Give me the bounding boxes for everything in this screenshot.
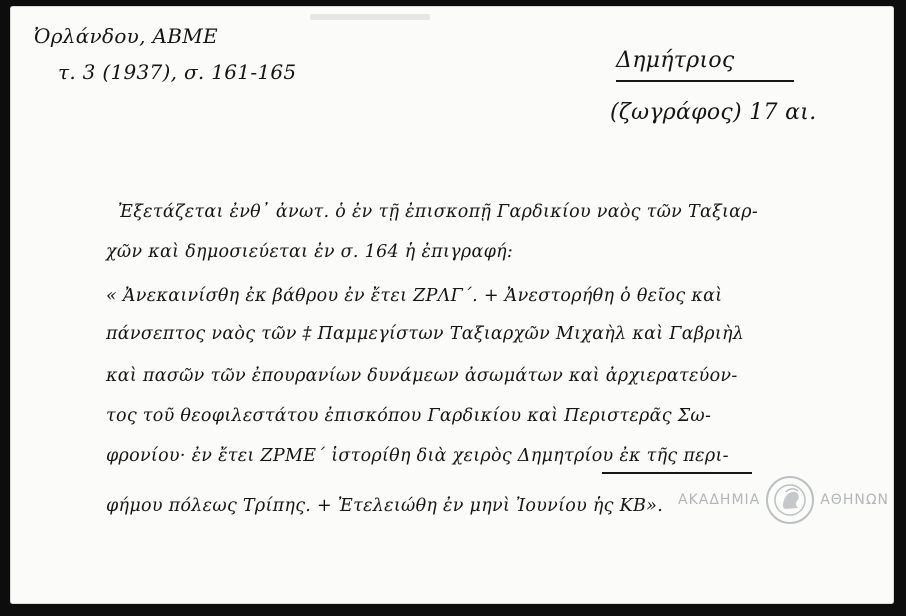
person-role: (ζωγράφος) 17 αι.: [610, 100, 817, 125]
reference-line-1: Ὀρλάνδου, ΑΒΜΕ: [34, 24, 218, 48]
reference-line-2: τ. 3 (1937), σ. 161-165: [58, 60, 297, 84]
athena-head-seal-icon: [766, 476, 814, 524]
name-underline: [616, 80, 794, 82]
watermark-right-text: ΑΘΗΝΩΝ: [820, 492, 890, 508]
person-name: Δημήτριος: [616, 48, 735, 73]
watermark-left-text: ΑΚΑΔΗΜΙΑ: [678, 492, 761, 508]
index-card: [10, 6, 894, 604]
body-line: φήμου πόλεως Τρίπης. + Ἐτελειώθη ἐν μηνὶ Ἰουνίου ἡς ΚΒ».: [106, 496, 664, 516]
scan-artifact: [310, 14, 430, 20]
academy-watermark: [678, 476, 889, 524]
body-line: χῶν καὶ δημοσιεύεται ἐν σ. 164 ἡ ἐπιγραφή:: [106, 242, 514, 262]
body-line: καὶ πασῶν τῶν ἐπουρανίων δυνάμεων ἀσωμάτων καὶ ἀρχιερατεύον-: [106, 366, 738, 386]
body-line: Ἐξετάζεται ἐνθ᾽ ἀνωτ. ὁ ἐν τῇ ἐπισκοπῇ Γαρδικίου ναὸς τῶν Ταξιαρ-: [118, 202, 759, 222]
body-line: πάνσεπτος ναὸς τῶν ‡ Παμμεγίστων Ταξιαρχῶν Μιχαὴλ καὶ Γαβριὴλ: [106, 324, 745, 344]
inscription-name-underline: [602, 472, 752, 474]
body-line: « Ἀνεκαινίσθη ἐκ βάθρου ἐν ἔτει ΖΡΛΓ΄. + Ἀνεστορήθη ὁ θεῖος καὶ: [106, 286, 723, 306]
body-line: φρονίου· ἐν ἔτει ΖΡΜΕ΄ ἱστορίθη διὰ χειρὸς Δημητρίου ἐκ τῆς περι-: [106, 446, 729, 466]
body-line: τος τοῦ θεοφιλεστάτου ἐπισκόπου Γαρδικίου καὶ Περιστερᾶς Σω-: [106, 406, 712, 426]
